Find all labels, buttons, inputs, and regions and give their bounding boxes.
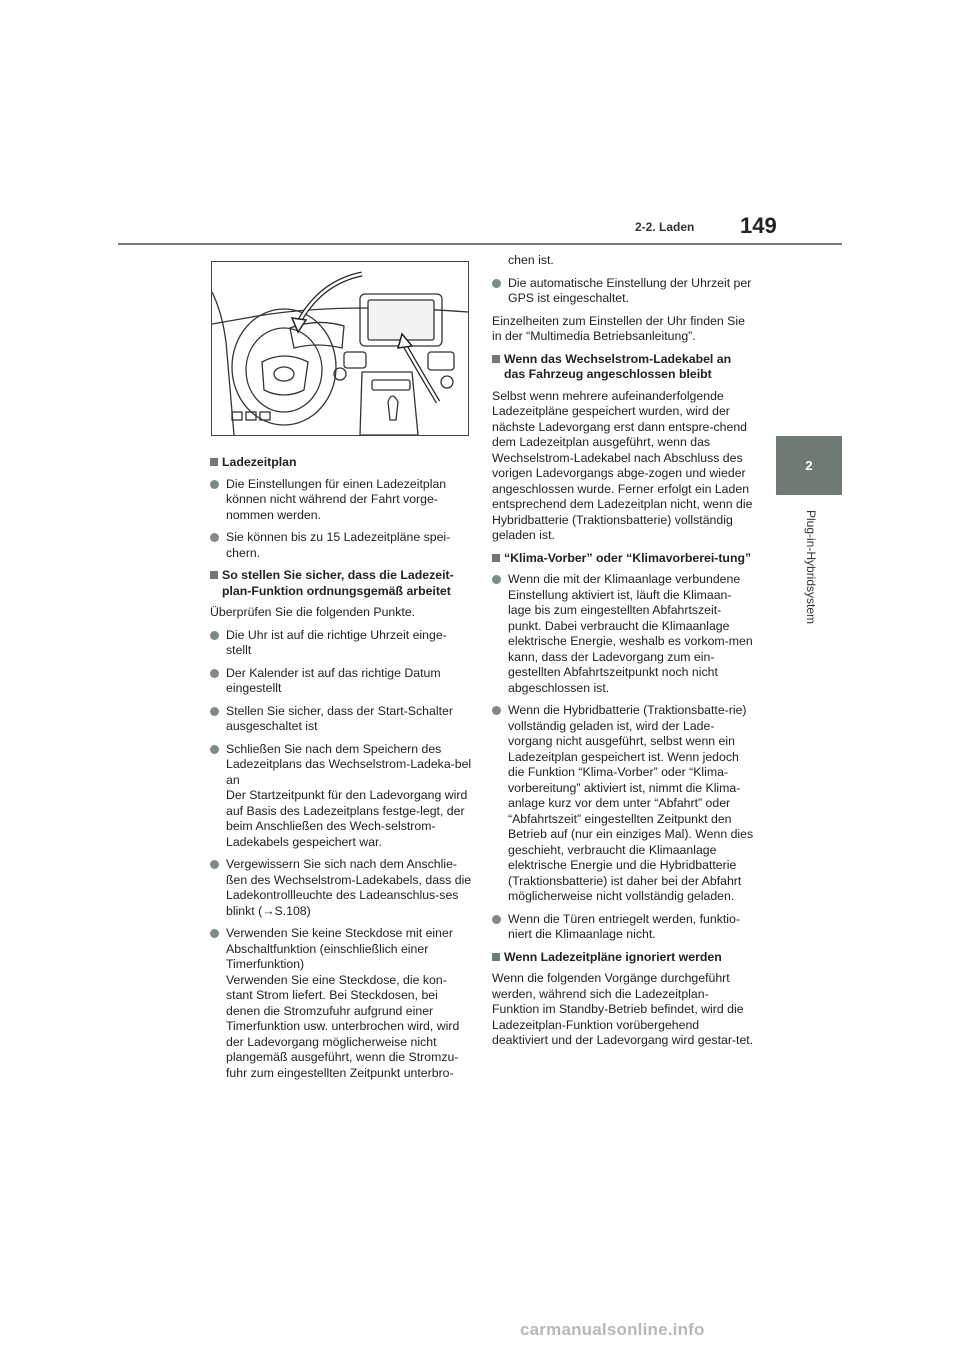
- header-rule: [118, 243, 842, 245]
- dash-left-pillar: [212, 292, 234, 435]
- list-item: Vergewissern Sie sich nach dem Anschlie-ßen des Wechselstrom-Ladekabels, dass die Ladekontrollleuchte des Ladeanschlus-ses blinkt (→S.108): [210, 857, 472, 919]
- paragraph: Einzelheiten zum Einstellen der Uhr finden Sie in der “Multimedia Betriebsanleitung”.: [492, 313, 745, 343]
- bullet-dot: [210, 929, 219, 938]
- steering-wheel-inner: [246, 328, 322, 412]
- bullet-dot: [492, 706, 501, 715]
- paragraph: Wenn die folgenden Vorgänge durchgeführt werden, während sich die Ladezeitplan-Funktion im Standby-Betrieb befindet, wird die Ladezeitplan-Funktion vorübergehend deaktiviert und der Ladevorgang wird gestar-tet.: [492, 971, 754, 1047]
- bullet-dot: [492, 279, 501, 288]
- page-number: 149: [740, 213, 777, 238]
- list-item: Die Uhr ist auf die richtige Uhrzeit einge-stellt: [210, 628, 472, 659]
- list-item: Sie können bis zu 15 Ladezeitpläne spei-chern.: [210, 530, 472, 561]
- paragraph: Überprüfen Sie die folgenden Punkte.: [210, 605, 416, 619]
- console-buttons: [372, 380, 410, 390]
- chapter-tab[interactable]: [776, 436, 842, 495]
- paragraph: Selbst wenn mehrere aufeinanderfolgende Ladezeitpläne gespeichert wurden, wird der nächste Ladevorgang erst dann entspre-chend dem Ladezeitplan ausgeführt, wenn das Wechselstrom-Ladekabel nach Abschluss des vorigen Ladevorgangs abge-zogen und wieder angeschlossen wurde. Ferner erfolgt ein Laden entsprechend dem Ladezeitplan nicht, wenn die Hybridbatterie (Traktionsbatterie) vollständig geladen ist.: [492, 388, 753, 542]
- chapter-title-text: Plug-in-Hybridsystem: [804, 510, 818, 625]
- watermark: carmanualsonline.info: [520, 1320, 705, 1339]
- list-item: Stellen Sie sicher, dass der Start-Schalter ausgeschaltet ist: [210, 704, 472, 735]
- list-item: Wenn die mit der Klimaanlage verbundene Einstellung aktiviert ist, läuft die Klimaan-lage bis zum eingestellten Abfahrtszeit-punkt. Dabei verbraucht die Klimaanlage elektrische Energie, weshalb es vorkom-men kann, dass der Ladevorgang zum ein-gestellten Abfahrtszeitpunkt noch nicht abgeschlossen ist.: [492, 572, 754, 696]
- list-item: Die automatische Einstellung der Uhrzeit per GPS ist eingeschaltet.: [492, 276, 754, 307]
- bullet-dot: [210, 707, 219, 716]
- knob-right: [441, 376, 453, 388]
- header-section: 2-2. Laden: [635, 220, 695, 234]
- dashboard-illustration: [211, 261, 469, 436]
- heading-marker: [210, 571, 218, 579]
- arrow-to-display-white: [404, 344, 438, 402]
- horn-emblem: [274, 367, 294, 381]
- air-vent-left: [344, 352, 366, 368]
- list-item: Verwenden Sie keine Steckdose mit einer Abschaltfunktion (einschließlich einer Timerfunktion) Verwenden Sie eine Steckdose, die kon-stant Strom liefert. Bei Steckdosen, bei denen die Stromzufuhr aufgrund einer Timerfunktion usw. unterbrochen wird, wird der Ladevorgang möglicherweise nicht plangemäß ausgeführt, wenn die Stromzu-fuhr zum eingestellten Zeitpunkt unterbro-: [210, 926, 472, 1081]
- list-item: Schließen Sie nach dem Speichern des Ladezeitplans das Wechselstrom-Ladeka-bel an Der Startzeitpunkt für den Ladevorgang wird auf Basis des Ladezeitplans festge-legt, der beim Anschließen des Wech-selstrom-Ladekabels gespeichert war.: [210, 742, 472, 851]
- lower-switch-b: [246, 412, 256, 420]
- heading-marker: [492, 554, 500, 562]
- right-column: [492, 253, 754, 1056]
- list-item: Wenn die Hybridbatterie (Traktionsbatte-rie) vollständig geladen ist, wird der Lade-vorgang nicht ausgeführt, selbst wenn ein Ladezeitplan gespeichert ist. Wenn jedoch die Funktion “Klima-Vorber” oder “Klima-vorbereitung” aktiviert ist, nimmt die Klima-anlage kurz vor dem unter “Abfahrt” oder “Abfahrtszeit” eingestellten Zeitpunkt den Betrieb auf (nur ein einziges Mal). Wenn dies geschieht, verbraucht die Klimaanlage elektrische Energie und die Hybridbatterie (Traktionsbatterie) ist daher bei der Abfahrt möglicherweise nicht vollständig geladen.: [492, 703, 754, 905]
- heading-kabel-angeschlossen: Wenn das Wechselstrom-Ladekabel an das Fahrzeug angeschlossen bleibt: [492, 352, 754, 383]
- bullet-dot: [210, 860, 219, 869]
- air-vent-right: [428, 352, 454, 370]
- list-item: Die Einstellungen für einen Ladezeitplan können nicht während der Fahrt vorge-nommen werden.: [210, 477, 472, 524]
- heading-marker: [492, 355, 500, 363]
- lower-switch-a: [232, 412, 242, 420]
- list-item: Der Kalender ist auf das richtige Datum eingestellt: [210, 666, 472, 697]
- chapter-title: [800, 510, 820, 670]
- left-column: [210, 455, 472, 1088]
- heading-ignoriert: Wenn Ladezeitpläne ignoriert werden: [492, 950, 754, 966]
- continued-text: chen ist.: [508, 253, 554, 267]
- heading-marker: [492, 953, 500, 961]
- arrow-to-meter-white: [300, 274, 362, 320]
- bullet-dot: [492, 915, 501, 924]
- dashboard-drawing: [212, 262, 468, 435]
- heading-marker: [210, 458, 218, 466]
- shift-lever: [388, 396, 398, 420]
- bullet-dot: [210, 631, 219, 640]
- bullet-dot: [210, 533, 219, 542]
- list-item: Wenn die Türen entriegelt werden, funktio-niert die Klimaanlage nicht.: [492, 912, 754, 943]
- bullet-dot: [210, 745, 219, 754]
- heading-ladezeitplan: Ladezeitplan: [210, 455, 472, 471]
- bullet-dot: [492, 575, 501, 584]
- heading-klima-vorber: “Klima-Vorber” oder “Klimavorberei-tung”: [492, 551, 754, 567]
- steering-hub: [262, 356, 308, 395]
- bullet-dot: [210, 480, 219, 489]
- arrow-to-meter: [300, 274, 362, 320]
- bullet-dot: [210, 669, 219, 678]
- chapter-number: 2: [805, 458, 813, 473]
- center-display-screen: [368, 300, 434, 340]
- heading-funktion: So stellen Sie sicher, dass die Ladezeit-plan-Funktion ordnungsgemäß arbeitet: [210, 568, 472, 599]
